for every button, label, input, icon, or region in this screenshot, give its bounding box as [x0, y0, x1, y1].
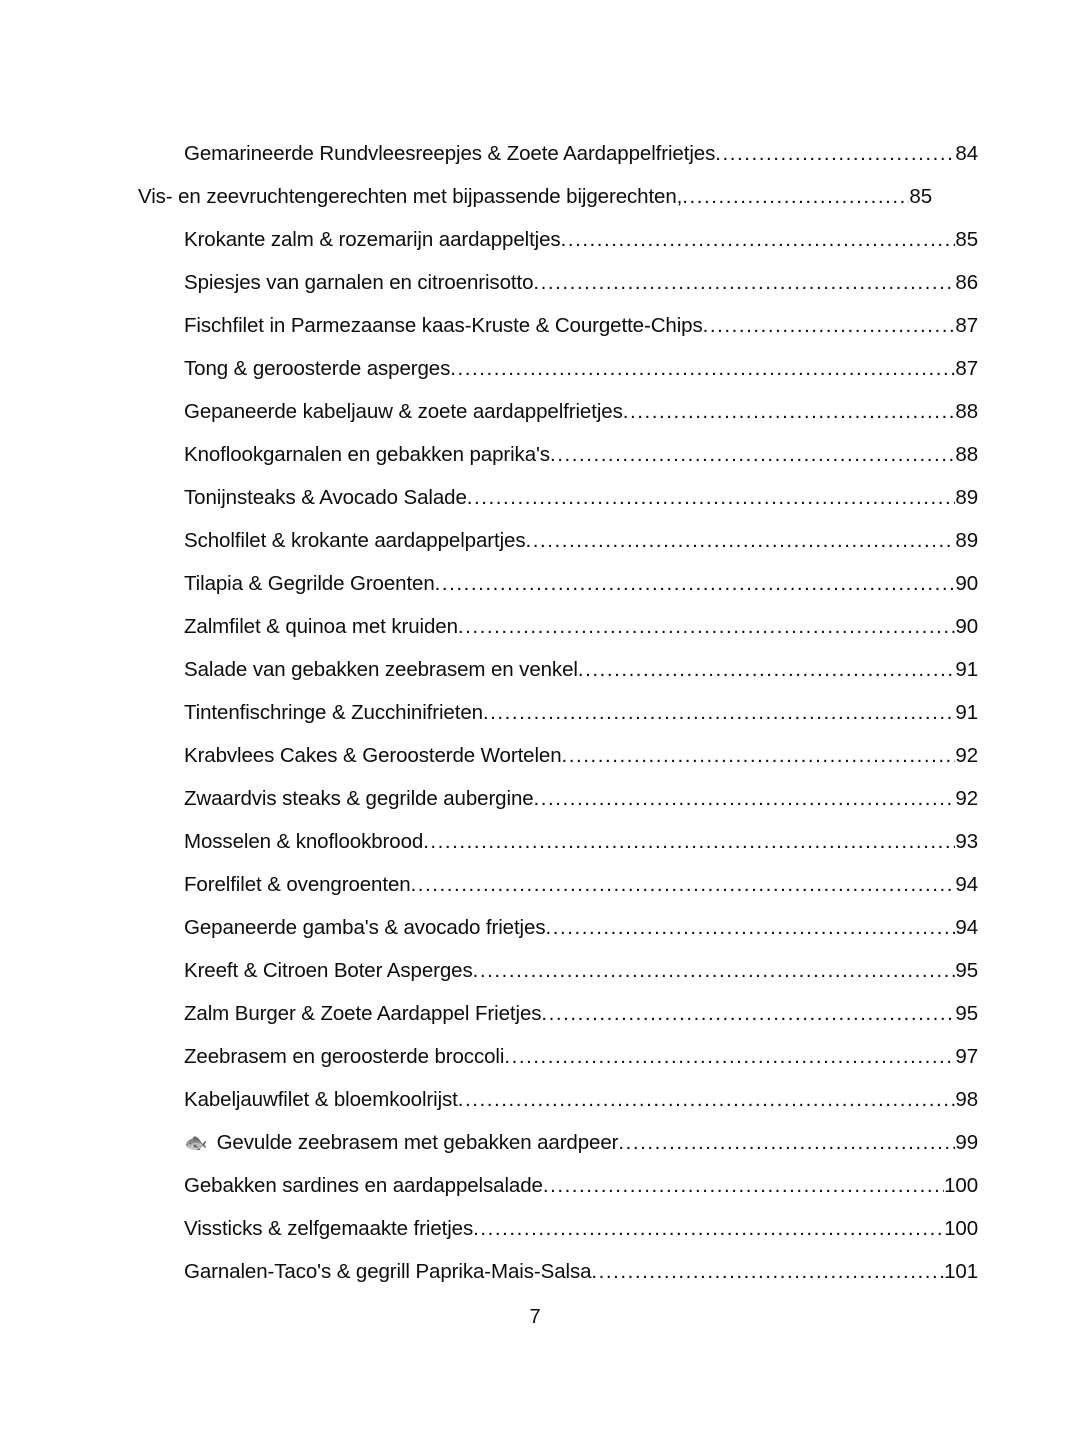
toc-entry-page-number: 85: [955, 228, 978, 251]
toc-entry[interactable]: [138, 863, 978, 906]
table-of-contents: [138, 132, 978, 1293]
toc-entry-title: Vis- en zeevruchtengerechten met bijpassende bijgerechten,: [138, 185, 683, 208]
toc-leader-dots: [541, 992, 955, 1035]
toc-leader-dots: [458, 1078, 956, 1121]
toc-leader-dots: [715, 132, 955, 175]
toc-entry-page-number: 90: [955, 572, 978, 595]
toc-entry-page-number: 94: [955, 873, 978, 896]
toc-entry-title: Krokante zalm & rozemarijn aardappeltjes: [184, 228, 561, 251]
toc-entry-page-number: 92: [955, 744, 978, 767]
toc-leader-dots: [483, 691, 955, 734]
toc-leader-dots: [458, 605, 956, 648]
toc-entry-page-number: 99: [955, 1131, 978, 1154]
toc-entry-title: Fischfilet in Parmezaanse kaas-Kruste & Courgette-Chips: [184, 314, 703, 337]
page-number: 7: [529, 1306, 541, 1328]
toc-entry[interactable]: [138, 906, 978, 949]
toc-entry-title: Forelfilet & ovengroenten: [184, 873, 411, 896]
toc-leader-dots: [534, 777, 956, 820]
toc-entry-title: Gepaneerde kabeljauw & zoete aardappelfrietjes: [184, 400, 623, 423]
toc-entry-page-number: 95: [955, 1002, 978, 1025]
toc-entry-page-number: 86: [955, 271, 978, 294]
toc-entry-title: Kreeft & Citroen Boter Asperges: [184, 959, 473, 982]
toc-entry-title: Zalmfilet & quinoa met kruiden: [184, 615, 458, 638]
toc-entry[interactable]: [138, 605, 978, 648]
toc-entry[interactable]: [138, 390, 978, 433]
toc-entry[interactable]: [138, 691, 978, 734]
toc-leader-dots: [562, 734, 956, 777]
toc-entry-page-number: 97: [955, 1045, 978, 1068]
toc-leader-dots: [703, 304, 956, 347]
toc-entry-title: Tong & geroosterde asperges: [184, 357, 451, 380]
toc-entry-title: Gevulde zeebrasem met gebakken aardpeer: [216, 1131, 619, 1154]
toc-leader-dots: [450, 347, 955, 390]
toc-leader-dots: [411, 863, 956, 906]
toc-entry-title: Zeebrasem en geroosterde broccoli: [184, 1045, 505, 1068]
toc-entry-page-number: 89: [955, 486, 978, 509]
toc-leader-dots: [618, 1121, 955, 1164]
toc-leader-dots: [623, 390, 956, 433]
toc-entry-page-number: 88: [955, 400, 978, 423]
toc-leader-dots: [545, 906, 955, 949]
toc-leader-dots: [423, 820, 955, 863]
toc-entry-title: Tilapia & Gegrilde Groenten: [184, 572, 435, 595]
toc-entry-title: Tonijnsteaks & Avocado Salade: [184, 486, 467, 509]
toc-entry[interactable]: [138, 433, 978, 476]
toc-entry-title: Spiesjes van garnalen en citroenrisotto: [184, 271, 534, 294]
toc-leader-dots: [526, 519, 956, 562]
toc-entry[interactable]: [138, 1250, 978, 1293]
toc-entry-page-number: 95: [955, 959, 978, 982]
toc-entry-title: Gemarineerde Rundvleesreepjes & Zoete Aardappelfrietjes: [184, 142, 716, 165]
toc-entry-title: Zwaardvis steaks & gegrilde aubergine: [184, 787, 534, 810]
toc-entry[interactable]: [138, 1164, 978, 1207]
toc-entry[interactable]: [138, 1035, 978, 1078]
toc-entry-page-number: 87: [955, 357, 978, 380]
toc-entry[interactable]: [138, 175, 932, 218]
toc-entry-page-number: 84: [955, 142, 978, 165]
toc-entry-title: Gebakken sardines en aardappelsalade: [184, 1174, 543, 1197]
toc-entry-page-number: 91: [955, 658, 978, 681]
toc-entry[interactable]: [138, 476, 978, 519]
toc-leader-dots: [543, 1164, 944, 1207]
toc-entry[interactable]: [138, 777, 978, 820]
toc-entry-page-number: 100: [944, 1217, 978, 1240]
toc-entry-page-number: 88: [955, 443, 978, 466]
toc-entry-page-number: 98: [955, 1088, 978, 1111]
toc-entry-page-number: 93: [955, 830, 978, 853]
toc-entry[interactable]: [138, 648, 978, 691]
toc-leader-dots: [435, 562, 956, 605]
toc-leader-dots: [591, 1250, 944, 1293]
toc-leader-dots: [561, 218, 956, 261]
toc-entry-title: Salade van gebakken zeebrasem en venkel: [184, 658, 578, 681]
toc-entry-title: Zalm Burger & Zoete Aardappel Frietjes: [184, 1002, 542, 1025]
toc-leader-dots: [533, 261, 955, 304]
toc-entry-title: Mosselen & knoflookbrood: [184, 830, 424, 853]
toc-entry[interactable]: [138, 1078, 978, 1121]
toc-entry-page-number: 90: [955, 615, 978, 638]
toc-leader-dots: [467, 476, 956, 519]
toc-entry-page-number: 94: [955, 916, 978, 939]
toc-entry-page-number: 85: [909, 185, 932, 208]
toc-entry-title: Scholfilet & krokante aardappelpartjes: [184, 529, 526, 552]
toc-entry[interactable]: [138, 820, 978, 863]
toc-entry-title: Garnalen-Taco's & gegrill Paprika-Mais-Salsa: [184, 1260, 592, 1283]
toc-entry-page-number: 101: [944, 1260, 978, 1283]
toc-entry-title: Tintenfischringe & Zucchinifrieten: [184, 701, 483, 724]
toc-leader-dots: [473, 949, 956, 992]
toc-entry-page-number: 100: [944, 1174, 978, 1197]
toc-entry-title: Vissticks & zelfgemaakte frietjes: [184, 1217, 474, 1240]
toc-entry[interactable]: [138, 304, 978, 347]
toc-entry[interactable]: [138, 519, 978, 562]
toc-entry-title: Gepaneerde gamba's & avocado frietjes: [184, 916, 546, 939]
toc-entry-title: Knoflookgarnalen en gebakken paprika's: [184, 443, 550, 466]
toc-leader-dots: [682, 175, 909, 218]
toc-entry[interactable]: [138, 347, 978, 390]
toc-entry[interactable]: [138, 218, 978, 261]
toc-leader-dots: [473, 1207, 944, 1250]
toc-entry-page-number: 92: [955, 787, 978, 810]
toc-entry-title: Kabeljauwfilet & bloemkoolrijst: [184, 1088, 458, 1111]
toc-leader-dots: [550, 433, 955, 476]
toc-entry-page-number: 91: [955, 701, 978, 724]
toc-entry[interactable]: [138, 1207, 978, 1250]
toc-leader-dots: [504, 1035, 955, 1078]
toc-entry[interactable]: [138, 949, 978, 992]
toc-entry-page-number: 87: [955, 314, 978, 337]
toc-entry-title: Krabvlees Cakes & Geroosterde Wortelen: [184, 744, 562, 767]
fish-icon: 🐟: [184, 1133, 208, 1154]
toc-entry[interactable]: [138, 261, 978, 304]
toc-leader-dots: [578, 648, 956, 691]
toc-entry[interactable]: [138, 1121, 978, 1164]
toc-entry[interactable]: [138, 992, 978, 1035]
toc-entry[interactable]: [138, 734, 978, 777]
toc-entry[interactable]: [138, 132, 978, 175]
toc-entry[interactable]: [138, 562, 978, 605]
toc-entry-page-number: 89: [955, 529, 978, 552]
